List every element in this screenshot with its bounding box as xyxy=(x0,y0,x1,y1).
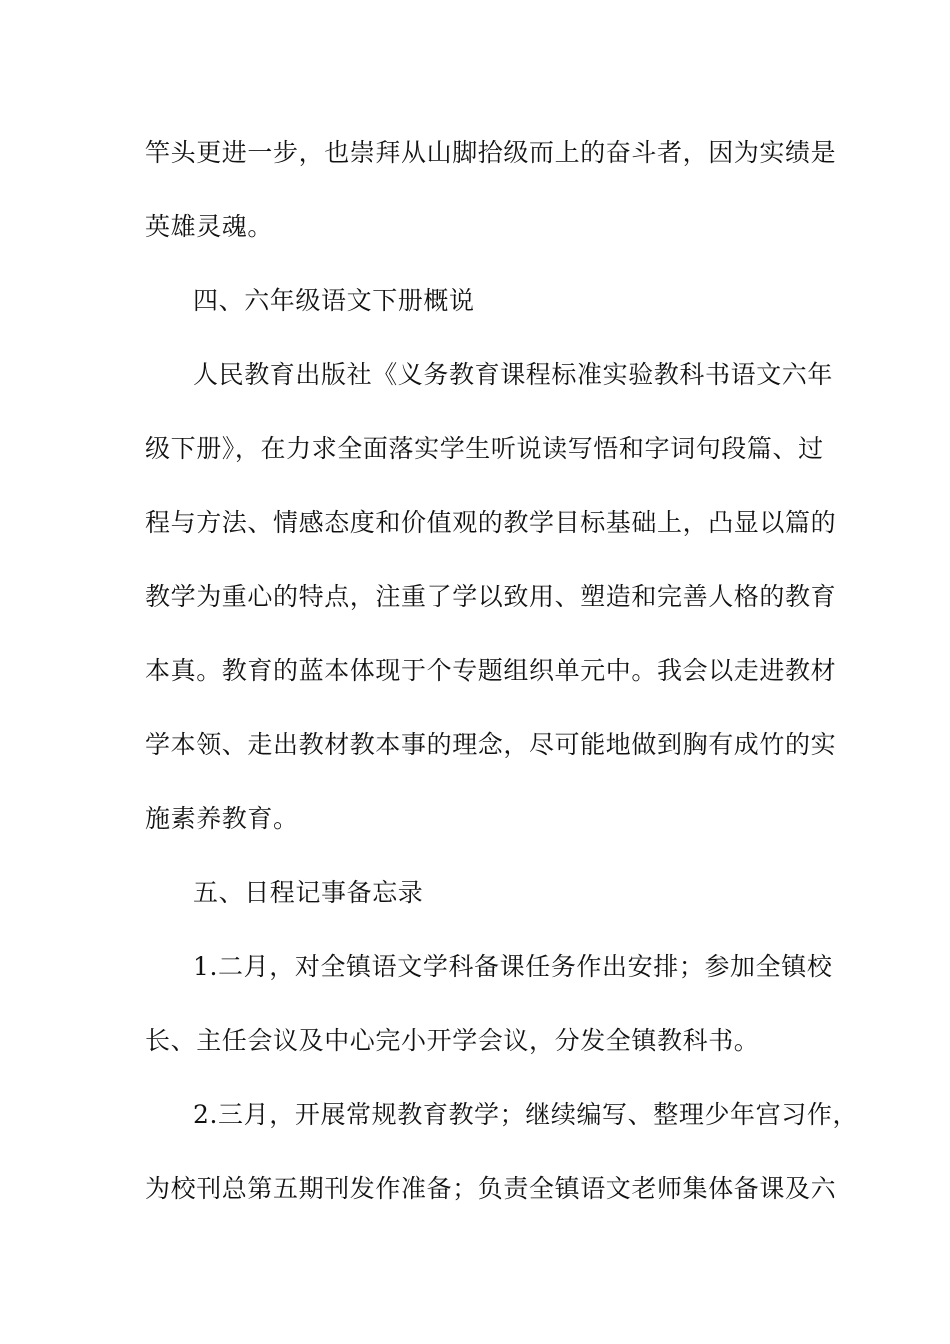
paragraph-line: 英雄灵魂。 xyxy=(145,212,274,241)
paragraph-line: 学本领、走出教材教本事的理念，尽可能地做到胸有成竹的实 xyxy=(145,730,837,759)
paragraph-line: 竿头更进一步，也崇拜从山脚拾级而上的奋斗者，因为实绩是 xyxy=(145,138,837,167)
paragraph-line: 程与方法、情感态度和价值观的教学目标基础上，凸显以篇的 xyxy=(145,508,837,537)
paragraph-line: 人民教育出版社《义务教育课程标准实验教科书语文六年 xyxy=(193,360,834,389)
list-item-line: 长、主任会议及中心完小开学会议，分发全镇教科书。 xyxy=(145,1026,760,1055)
paragraph-line: 本真。教育的蓝本体现于个专题组织单元中。我会以走进教材 xyxy=(145,656,837,685)
section-heading: 五、日程记事备忘录 xyxy=(193,878,424,907)
paragraph-line: 级下册》，在力求全面落实学生听说读写悟和字词句段篇、过 xyxy=(145,434,824,463)
list-item-line: 为校刊总第五期刊发作准备；负责全镇语文老师集体备课及六 xyxy=(145,1174,837,1203)
section-heading: 四、六年级语文下册概说 xyxy=(193,286,475,315)
list-item-line: 2.三月，开展常规教育教学；继续编写、整理少年宫习作， xyxy=(193,1100,859,1129)
paragraph-line: 教学为重心的特点，注重了学以致用、塑造和完善人格的教育 xyxy=(145,582,837,611)
list-item-line: 1.二月，对全镇语文学科备课任务作出安排；参加全镇校 xyxy=(193,952,833,981)
paragraph-line: 施素养教育。 xyxy=(145,804,299,833)
